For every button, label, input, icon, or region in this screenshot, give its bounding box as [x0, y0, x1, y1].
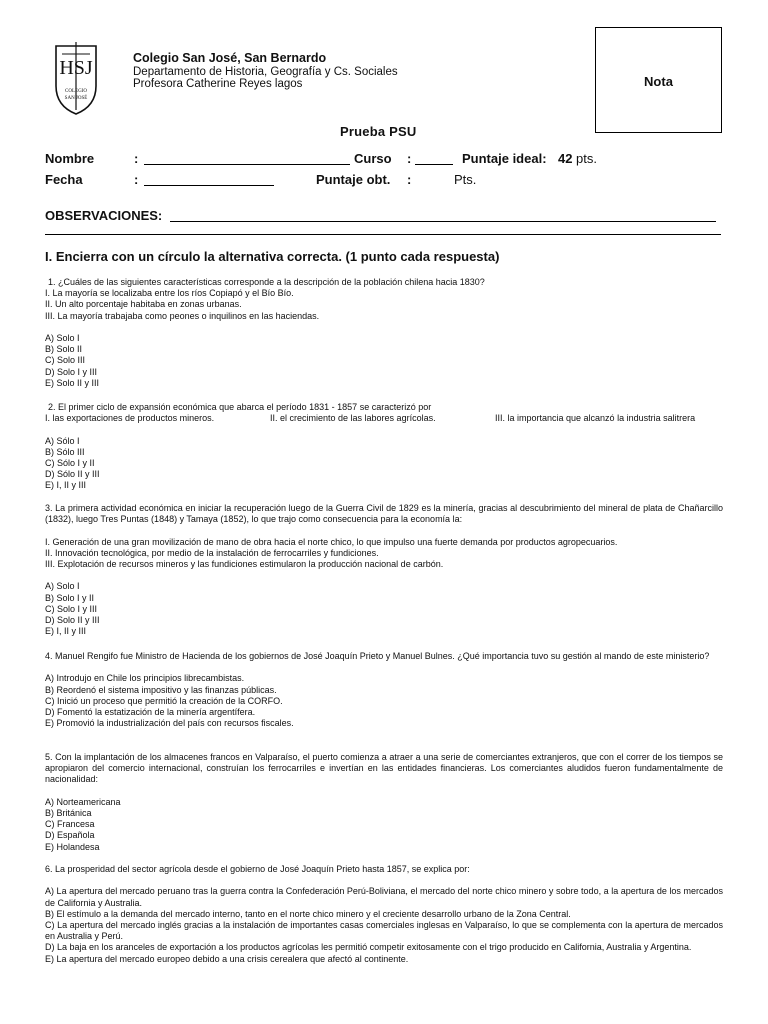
- question-prompt: 2. El primer ciclo de expansión económica que abarca el período 1831 - 1857 se caracterizó por: [48, 402, 432, 412]
- grade-box-label: Nota: [644, 74, 673, 89]
- option[interactable]: C) Francesa: [45, 819, 95, 830]
- svg-text:HSJ: HSJ: [59, 57, 93, 79]
- puntaje-ideal-suffix: pts.: [576, 151, 597, 166]
- pts-label: Pts.: [454, 172, 477, 187]
- option[interactable]: C) Inició un proceso que permitió la creación de la CORFO.: [45, 695, 283, 706]
- section-title: I. Encierra con un círculo la alternativa correcta. (1 punto cada respuesta): [45, 249, 500, 264]
- option[interactable]: B) Británica: [45, 808, 92, 818]
- option[interactable]: E) Solo II y III: [45, 377, 100, 388]
- curso-label: Curso: [354, 151, 392, 166]
- curso-colon: :: [407, 151, 412, 166]
- curso-field[interactable]: [415, 164, 453, 165]
- option[interactable]: E) La apertura del mercado europeo debido a una crisis cerealera que afectó al continente.: [45, 953, 409, 964]
- option[interactable]: B) Solo I y II: [45, 592, 95, 603]
- option[interactable]: C) Solo I y III: [45, 603, 98, 614]
- option[interactable]: D) Sólo II y III: [45, 469, 100, 480]
- svg-text:COLEGIO: COLEGIO: [65, 89, 87, 94]
- statement: III. La mayoría trabajaba como peones o inquilinos en las haciendas.: [45, 310, 320, 321]
- option[interactable]: D) Solo I y III: [45, 366, 98, 377]
- nombre-colon: :: [134, 151, 139, 166]
- option[interactable]: B) Sólo III: [45, 446, 85, 457]
- puntaje-obt-colon: :: [407, 172, 412, 187]
- option[interactable]: C) Sólo I y II: [45, 457, 95, 468]
- question-3: [45, 503, 723, 637]
- option[interactable]: C) La apertura del mercado inglés gracias a la instalación de importantes casas comerciales inglesas en Valparaíso, lo que se complementa con la apertura de mercados en Australia y Perú.: [45, 920, 723, 942]
- observaciones-label: OBSERVACIONES:: [45, 208, 163, 223]
- nombre-label: Nombre: [45, 151, 95, 166]
- page-title: Prueba PSU: [340, 124, 417, 139]
- option[interactable]: A) Sólo I: [45, 435, 80, 446]
- option[interactable]: E) Promovió la industrialización del país con recursos fiscales.: [45, 718, 294, 729]
- statement: I. La mayoría se localizaba entre los ríos Copiapó y el Bío Bío.: [45, 288, 294, 299]
- option[interactable]: E) I, II y III: [45, 626, 87, 637]
- option[interactable]: A) Solo I: [45, 581, 80, 592]
- statement: III. la importancia que alcanzó la industria salitrera: [495, 413, 696, 424]
- option[interactable]: A) Solo I: [45, 333, 80, 343]
- question-5: [45, 752, 723, 853]
- nombre-field[interactable]: [144, 164, 350, 165]
- fecha-label: Fecha: [45, 172, 83, 187]
- statement: I. las exportaciones de productos mineros.: [45, 413, 215, 424]
- option[interactable]: B) Reordenó el sistema impositivo y las finanzas públicas.: [45, 684, 277, 695]
- option[interactable]: A) La apertura del mercado peruano tras la guerra contra la Confederación Perú-Boliviana, el mercado del norte chico minero y sobre todo, a la apertura de los mercados de California y Australia.: [45, 886, 723, 908]
- department: Departamento de Historia, Geografía y Cs. Sociales: [133, 66, 398, 78]
- option[interactable]: D) Española: [45, 830, 95, 841]
- question-prompt: 6. La prosperidad del sector agrícola desde el gobierno de José Joaquín Prieto hasta 1857, se explica por:: [45, 864, 470, 874]
- svg-text:SAN JOSÉ: SAN JOSÉ: [64, 96, 88, 101]
- option[interactable]: B) Solo II: [45, 344, 83, 355]
- question-1: [45, 277, 723, 389]
- observaciones-field[interactable]: [170, 221, 716, 222]
- option[interactable]: E) I, II y III: [45, 480, 87, 491]
- statement: II. Un alto porcentaje habitaba en zonas urbanas.: [45, 299, 242, 310]
- statement: III. Explotación de recursos mineros y las fundiciones estimularon la producción nacional de carbón.: [45, 559, 444, 569]
- option[interactable]: E) Holandesa: [45, 841, 100, 852]
- teacher: Profesora Catherine Reyes lagos: [133, 78, 303, 90]
- fecha-colon: :: [134, 172, 139, 187]
- option[interactable]: A) Introdujo en Chile los principios librecambistas.: [45, 673, 245, 684]
- option[interactable]: B) El estímulo a la demanda del mercado interno, tanto en el norte chico minero y el creciente desarrollo urbano de la Zona Central.: [45, 908, 571, 919]
- statement: I. Generación de una gran movilización de mano de obra hacia el norte chico, lo que impulso una fuerte demanda por productos agropecuarios.: [45, 536, 618, 547]
- puntaje-ideal-label: Puntaje ideal:: [462, 151, 547, 166]
- statement: II. Innovación tecnológica, por medio de la instalación de ferrocarriles y fundiciones.: [45, 547, 379, 558]
- school-name: Colegio San José, San Bernardo: [133, 51, 327, 65]
- question-prompt: 1. ¿Cuáles de las siguientes características corresponde a la descripción de la población chilena hacia 1830?: [48, 277, 485, 287]
- question-4: [45, 651, 723, 729]
- school-logo: [52, 40, 100, 116]
- fecha-field[interactable]: [144, 185, 274, 186]
- question-prompt: 5. Con la implantación de los almacenes francos en Valparaíso, el puerto comienza a atraer a una serie de comerciantes extranjeros, que con el correr de los tiempos se apropiaron del comercio internacional, construían los ferrocarriles e invertían en las entidades financieras. Los comerciantes aludidos fueron fundamentalmente de nacionalidad:: [45, 752, 723, 785]
- puntaje-obt-label: Puntaje obt.: [316, 172, 391, 187]
- option[interactable]: C) Solo III: [45, 355, 86, 366]
- option[interactable]: D) La baja en los aranceles de exportación a los productos agrícolas les permitió competir exitosamente con el trigo producido en California, Australia y Argentina.: [45, 942, 692, 953]
- option[interactable]: A) Norteamericana: [45, 796, 121, 807]
- school-info: [133, 52, 398, 90]
- statement: II. el crecimiento de las labores agrícolas.: [270, 413, 436, 424]
- question-2: [45, 402, 723, 492]
- option[interactable]: D) Fomentó la estatización de la minería argentífera.: [45, 707, 256, 717]
- observaciones-line-2[interactable]: [45, 234, 721, 235]
- question-6: [45, 864, 723, 965]
- puntaje-ideal-value: 42: [558, 151, 573, 166]
- question-prompt: 4. Manuel Rengifo fue Ministro de Hacienda de los gobiernos de José Joaquín Prieto y Manuel Bulnes. ¿Qué importancia tuvo su gestión al mando de este ministerio?: [45, 651, 710, 661]
- question-prompt: 3. La primera actividad económica en iniciar la recuperación luego de la Guerra Civil de 1829 es la minería, gracias al descubrimiento del mineral de plata de Chañarcillo (1832), luego Tres Puntas (1848) y Tamaya (1852), lo que trajo como consecuencia para la economía la:: [45, 503, 723, 525]
- grade-box[interactable]: [595, 27, 722, 133]
- option[interactable]: D) Solo II y III: [45, 615, 100, 625]
